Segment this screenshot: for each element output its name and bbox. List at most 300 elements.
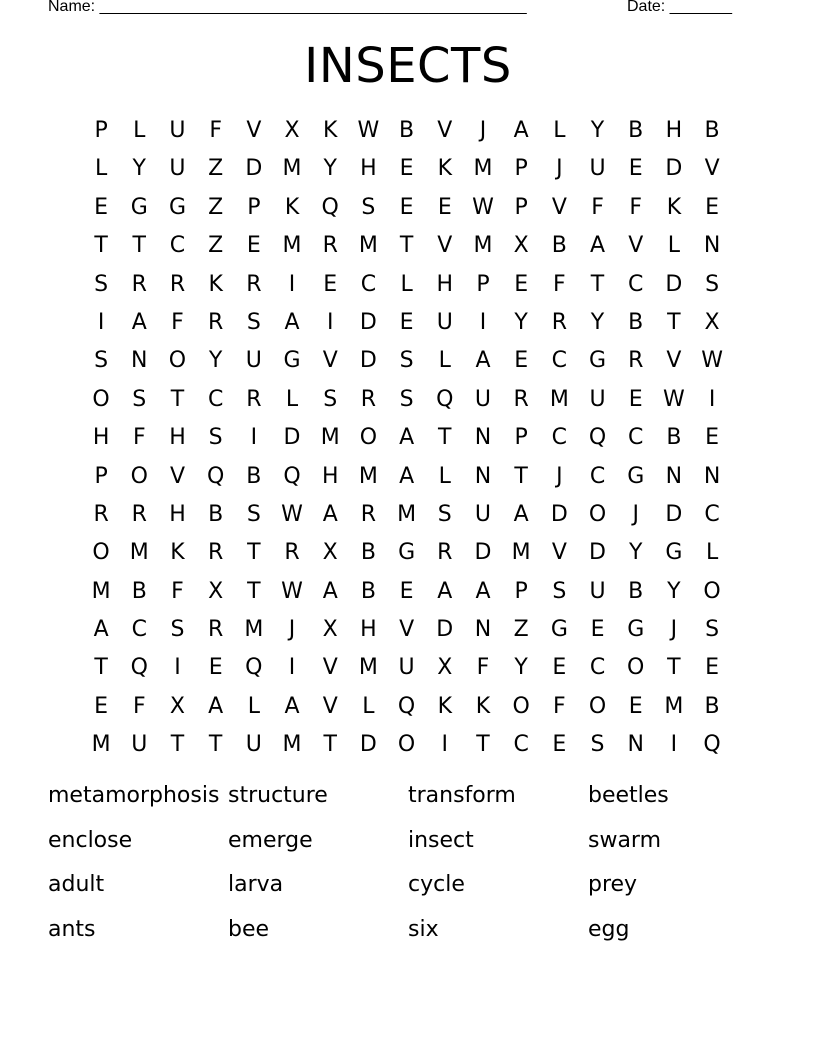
grid-letter[interactable]: D	[359, 732, 377, 758]
grid-letter[interactable]: E	[705, 425, 720, 451]
grid-letter[interactable]: C	[628, 425, 644, 451]
grid-letter[interactable]: U	[169, 156, 186, 182]
grid-letter[interactable]: D	[436, 617, 454, 643]
grid-letter[interactable]: R	[360, 386, 377, 412]
grid-letter[interactable]: H	[360, 617, 377, 643]
grid-letter[interactable]: X	[322, 540, 338, 566]
grid-letter[interactable]: I	[97, 309, 105, 335]
grid-letter[interactable]: C	[131, 617, 147, 643]
grid-letter[interactable]: E	[94, 693, 109, 719]
grid-letter[interactable]: Y	[132, 156, 146, 182]
grid-letter[interactable]: N	[474, 617, 492, 643]
grid-letter[interactable]: F	[132, 425, 146, 451]
grid-letter[interactable]: O	[130, 463, 148, 489]
grid-letter[interactable]: Q	[283, 463, 301, 489]
grid-letter[interactable]: A	[399, 463, 415, 489]
grid-letter[interactable]: A	[131, 309, 147, 335]
grid-letter[interactable]: V	[666, 348, 682, 374]
grid-letter[interactable]: A	[322, 501, 338, 527]
grid-letter[interactable]: I	[708, 386, 716, 412]
grid-letter[interactable]: Q	[245, 655, 263, 681]
grid-letter[interactable]: H	[92, 425, 110, 451]
grid-letter[interactable]: F	[476, 655, 490, 681]
grid-letter[interactable]: D	[665, 501, 683, 527]
grid-letter[interactable]: R	[551, 309, 567, 335]
grid-letter[interactable]: O	[397, 732, 416, 758]
grid-letter[interactable]: M	[473, 233, 493, 259]
grid-letter[interactable]: C	[589, 463, 606, 489]
grid-letter[interactable]: M	[511, 540, 531, 566]
grid-letter[interactable]: E	[246, 233, 261, 259]
grid-letter[interactable]: N	[703, 463, 721, 489]
grid-letter[interactable]: B	[551, 233, 567, 259]
grid-letter[interactable]: S	[552, 578, 567, 604]
grid-letter[interactable]: M	[282, 732, 302, 758]
grid-letter[interactable]: B	[399, 118, 415, 143]
grid-letter[interactable]: Y	[514, 309, 528, 335]
grid-letter[interactable]: I	[670, 732, 678, 758]
grid-row	[82, 496, 731, 534]
grid-letter[interactable]: W	[472, 194, 494, 220]
grid-letter[interactable]: L	[285, 386, 299, 412]
grid-letter[interactable]: H	[169, 501, 186, 527]
grid-letter[interactable]: T	[514, 463, 528, 489]
grid-letter[interactable]: C	[551, 425, 568, 451]
grid-letter[interactable]: K	[208, 271, 223, 297]
grid-letter[interactable]: E	[323, 271, 338, 297]
grid-letter[interactable]: O	[703, 578, 721, 604]
grid-letter[interactable]: P	[514, 425, 528, 451]
grid-letter[interactable]: O	[512, 693, 530, 719]
grid-letter[interactable]: B	[628, 118, 644, 143]
grid-letter[interactable]: D	[359, 309, 377, 335]
grid-letter[interactable]: T	[590, 271, 605, 297]
grid-letter[interactable]: Q	[206, 463, 225, 489]
grid-letter[interactable]: B	[360, 578, 376, 604]
grid-letter[interactable]: M	[91, 578, 111, 604]
grid-letter[interactable]: K	[284, 194, 300, 220]
grid-letter[interactable]: M	[549, 386, 569, 412]
grid-letter[interactable]: F	[171, 578, 184, 604]
grid-letter[interactable]: R	[208, 309, 224, 335]
grid-letter[interactable]: T	[247, 540, 261, 566]
grid-letter[interactable]: E	[705, 655, 720, 681]
grid-letter[interactable]: A	[284, 309, 300, 335]
grid-letter[interactable]: O	[92, 540, 110, 566]
grid-letter[interactable]: A	[284, 693, 300, 719]
grid-letter[interactable]: T	[208, 732, 223, 758]
grid-letter[interactable]: X	[704, 309, 720, 335]
grid-letter[interactable]: L	[667, 233, 681, 259]
grid-letter[interactable]: A	[475, 578, 491, 604]
grid-letter[interactable]: D	[359, 348, 377, 374]
grid-letter[interactable]: E	[399, 578, 414, 604]
grid-letter[interactable]: Y	[590, 118, 605, 143]
grid-letter[interactable]: S	[323, 386, 338, 412]
grid-letter[interactable]: R	[246, 386, 262, 412]
grid-letter[interactable]: W	[701, 348, 723, 374]
grid-letter[interactable]: X	[208, 578, 224, 604]
grid-letter[interactable]: T	[323, 732, 337, 758]
grid-letter[interactable]: P	[514, 156, 528, 182]
grid-row	[82, 304, 731, 342]
grid-letter[interactable]: I	[479, 309, 487, 335]
grid-letter[interactable]: E	[399, 156, 414, 182]
grid-letter[interactable]: S	[208, 425, 223, 451]
word-list-item: metamorphosis	[48, 783, 220, 808]
grid-letter[interactable]: F	[171, 309, 184, 335]
grid-letter[interactable]: U	[474, 501, 492, 527]
grid-letter[interactable]: E	[208, 655, 223, 681]
grid-letter[interactable]: B	[208, 501, 224, 527]
grid-letter[interactable]: C	[360, 271, 377, 297]
grid-letter[interactable]: F	[553, 693, 566, 719]
grid-letter[interactable]: V	[322, 655, 338, 681]
grid-letter[interactable]: J	[556, 463, 563, 489]
grid-letter[interactable]: W	[281, 501, 303, 527]
grid-letter[interactable]: D	[245, 156, 263, 182]
grid-letter[interactable]: I	[288, 271, 296, 297]
word-list	[48, 778, 768, 956]
grid-letter[interactable]: A	[513, 501, 529, 527]
grid-letter[interactable]: K	[475, 693, 491, 719]
grid-letter[interactable]: W	[281, 578, 303, 604]
grid-letter[interactable]: K	[170, 540, 185, 566]
grid-letter[interactable]: B	[704, 118, 720, 143]
grid-letter[interactable]: V	[322, 693, 338, 719]
grid-letter[interactable]: A	[513, 118, 529, 143]
grid-letter[interactable]: Q	[588, 425, 607, 451]
grid-letter[interactable]: H	[436, 271, 454, 297]
grid-letter[interactable]: P	[514, 194, 528, 220]
grid-letter[interactable]: R	[322, 233, 338, 259]
grid-letter[interactable]: R	[208, 540, 224, 566]
grid-letter[interactable]: Y	[514, 655, 528, 681]
grid-letter[interactable]: I	[288, 655, 296, 681]
grid-letter[interactable]: R	[93, 501, 109, 527]
grid-letter[interactable]: N	[627, 732, 644, 758]
word-list-item: prey	[588, 872, 638, 897]
grid-letter[interactable]: V	[628, 233, 644, 259]
grid-letter[interactable]: L	[362, 693, 375, 719]
grid-letter[interactable]: C	[169, 233, 186, 259]
grid-letter[interactable]: U	[436, 309, 453, 335]
grid-letter[interactable]: M	[244, 617, 264, 643]
grid-letter[interactable]: Y	[628, 540, 643, 566]
grid-letter[interactable]: Z	[513, 617, 529, 643]
grid-letter[interactable]: V	[551, 194, 567, 220]
grid-letter[interactable]: U	[169, 118, 186, 143]
grid-letter[interactable]: L	[705, 540, 719, 566]
grid-letter[interactable]: R	[131, 501, 147, 527]
grid-letter[interactable]: Q	[436, 386, 454, 412]
grid-letter[interactable]: E	[590, 617, 605, 643]
grid-letter[interactable]: S	[437, 501, 452, 527]
grid-letter[interactable]: E	[399, 194, 414, 220]
grid-letter[interactable]: G	[627, 463, 645, 489]
grid-letter[interactable]: L	[94, 156, 108, 182]
grid-letter[interactable]: R	[437, 540, 453, 566]
word-list-item: enclose	[48, 827, 133, 853]
grid-letter[interactable]: R	[246, 271, 262, 297]
grid-letter[interactable]: N	[131, 348, 148, 374]
grid-letter[interactable]: G	[627, 617, 645, 643]
grid-letter[interactable]: X	[437, 655, 453, 681]
grid-letter[interactable]: V	[551, 540, 567, 566]
grid-letter[interactable]: T	[170, 386, 185, 412]
grid-letter[interactable]: N	[474, 463, 492, 489]
grid-letter[interactable]: E	[552, 655, 567, 681]
grid-letter[interactable]: X	[284, 118, 300, 143]
word-list-item: ants	[48, 916, 96, 942]
grid-letter[interactable]: I	[326, 309, 334, 335]
grid-letter[interactable]: F	[629, 194, 643, 220]
grid-letter[interactable]: E	[399, 309, 414, 335]
grid-letter[interactable]: E	[514, 271, 529, 297]
grid-letter[interactable]: M	[473, 156, 493, 182]
grid-letter[interactable]: T	[247, 578, 261, 604]
grid-letter[interactable]: M	[282, 233, 302, 259]
grid-letter[interactable]: J	[288, 617, 296, 643]
grid-letter[interactable]: V	[704, 156, 720, 182]
grid-letter[interactable]: H	[665, 118, 683, 143]
grid-letter[interactable]: Q	[321, 194, 339, 220]
grid-row	[82, 649, 731, 687]
grid-letter[interactable]: X	[513, 233, 529, 259]
grid-letter[interactable]: Q	[130, 655, 148, 681]
grid-letter[interactable]: B	[628, 309, 644, 335]
grid-letter[interactable]: R	[131, 271, 147, 297]
grid-letter[interactable]: G	[398, 540, 416, 566]
grid-letter[interactable]: C	[589, 655, 606, 681]
grid-letter[interactable]: E	[552, 732, 567, 758]
grid-letter[interactable]: M	[358, 463, 378, 489]
grid-letter[interactable]: T	[170, 732, 185, 758]
grid-letter[interactable]: G	[589, 348, 607, 374]
grid-letter[interactable]: A	[322, 578, 338, 604]
grid-letter[interactable]: S	[94, 271, 109, 297]
grid-letter[interactable]: U	[474, 386, 492, 412]
grid-letter[interactable]: D	[665, 271, 683, 297]
grid-letter[interactable]: T	[399, 233, 414, 259]
grid-letter[interactable]: M	[358, 655, 378, 681]
grid-letter[interactable]: A	[93, 617, 109, 643]
grid-letter[interactable]: O	[588, 501, 607, 527]
grid-letter[interactable]: M	[358, 233, 378, 259]
grid-letter[interactable]: S	[170, 617, 185, 643]
grid-letter[interactable]: U	[589, 156, 606, 182]
grid-letter[interactable]: K	[666, 194, 682, 220]
grid-letter[interactable]: U	[398, 655, 415, 681]
grid-letter[interactable]: O	[627, 655, 645, 681]
grid-letter[interactable]: H	[360, 156, 377, 182]
grid-letter[interactable]: Y	[208, 348, 223, 374]
grid-letter[interactable]: V	[322, 348, 338, 374]
grid-letter[interactable]: B	[246, 463, 262, 489]
grid-letter[interactable]: U	[589, 386, 606, 412]
grid-letter[interactable]: K	[323, 118, 338, 143]
grid-letter[interactable]: W	[663, 386, 685, 412]
grid-letter[interactable]: M	[397, 501, 417, 527]
grid-letter[interactable]: L	[400, 271, 413, 297]
grid-letter[interactable]: O	[168, 348, 187, 374]
grid-letter[interactable]: G	[130, 194, 148, 220]
grid-letter[interactable]: D	[589, 540, 606, 566]
grid-letter[interactable]: J	[479, 118, 487, 143]
grid-letter[interactable]: J	[632, 501, 639, 527]
grid-letter[interactable]: H	[321, 463, 339, 489]
grid-letter[interactable]: O	[359, 425, 378, 451]
grid-letter[interactable]: E	[628, 693, 643, 719]
grid-letter[interactable]: L	[438, 348, 451, 374]
grid-letter[interactable]: S	[361, 194, 376, 220]
grid-letter[interactable]: G	[665, 540, 683, 566]
grid-letter[interactable]: N	[703, 233, 721, 259]
grid-letter[interactable]: I	[441, 732, 449, 758]
grid-letter[interactable]: F	[553, 271, 566, 297]
grid-letter[interactable]: V	[437, 233, 453, 259]
grid-letter[interactable]: V	[246, 118, 262, 143]
grid-letter[interactable]: S	[246, 309, 261, 335]
grid-letter[interactable]: E	[705, 194, 720, 220]
grid-letter[interactable]: X	[322, 617, 338, 643]
grid-letter[interactable]: R	[513, 386, 529, 412]
grid-letter[interactable]: A	[475, 348, 491, 374]
grid-letter[interactable]: S	[590, 732, 605, 758]
grid-letter[interactable]: U	[245, 732, 262, 758]
grid-letter[interactable]: W	[357, 118, 380, 143]
word-list-item: adult	[48, 872, 105, 897]
grid-letter[interactable]: S	[399, 386, 414, 412]
grid-letter[interactable]: A	[590, 233, 606, 259]
grid-letter[interactable]: T	[94, 655, 108, 681]
grid-letter[interactable]: A	[208, 693, 224, 719]
grid-letter[interactable]: V	[437, 118, 453, 143]
grid-letter[interactable]: Z	[208, 233, 224, 259]
grid-letter[interactable]: R	[628, 348, 644, 374]
grid-letter[interactable]: S	[94, 348, 109, 374]
grid-letter[interactable]: F	[591, 194, 604, 220]
grid-letter[interactable]: F	[209, 118, 222, 143]
grid-letter[interactable]: T	[476, 732, 490, 758]
grid-letter[interactable]: Z	[208, 194, 224, 220]
grid-letter[interactable]: F	[132, 693, 146, 719]
grid-letter[interactable]: S	[705, 617, 720, 643]
grid-letter[interactable]: P	[94, 463, 108, 489]
grid-letter[interactable]: E	[628, 156, 643, 182]
grid-letter[interactable]: D	[283, 425, 301, 451]
grid-letter[interactable]: C	[704, 501, 720, 527]
grid-letter[interactable]: E	[628, 386, 643, 412]
grid-letter[interactable]: B	[704, 693, 720, 719]
grid-letter[interactable]: S	[399, 348, 414, 374]
grid-letter[interactable]: L	[553, 118, 566, 143]
grid-letter[interactable]: U	[131, 732, 148, 758]
grid-letter[interactable]: E	[437, 194, 452, 220]
grid-letter[interactable]: I	[250, 425, 258, 451]
grid-letter[interactable]: X	[169, 693, 185, 719]
grid-letter[interactable]: B	[666, 425, 682, 451]
grid-letter[interactable]: U	[589, 578, 606, 604]
grid-letter[interactable]: P	[247, 194, 261, 220]
grid-letter[interactable]: C	[513, 732, 529, 758]
grid-letter[interactable]: P	[476, 271, 490, 297]
grid-letter[interactable]: A	[399, 425, 415, 451]
grid-letter[interactable]: D	[474, 540, 492, 566]
grid-letter[interactable]: I	[174, 655, 181, 681]
grid-letter[interactable]: L	[438, 463, 451, 489]
grid-letter[interactable]: H	[169, 425, 186, 451]
grid-letter[interactable]: B	[131, 578, 147, 604]
grid-letter[interactable]: N	[474, 425, 492, 451]
grid-letter[interactable]: G	[283, 348, 301, 374]
grid-letter[interactable]: G	[550, 617, 568, 643]
grid-letter[interactable]: K	[437, 693, 452, 719]
grid-letter[interactable]: A	[437, 578, 453, 604]
grid-letter[interactable]: U	[245, 348, 262, 374]
grid-letter[interactable]: V	[169, 463, 185, 489]
grid-letter[interactable]: C	[207, 386, 224, 412]
grid-letter[interactable]: N	[665, 463, 683, 489]
grid-letter[interactable]: S	[705, 271, 720, 297]
grid-letter[interactable]: T	[667, 309, 681, 335]
grid-letter[interactable]: B	[360, 540, 376, 566]
grid-letter[interactable]: J	[670, 617, 678, 643]
grid-letter[interactable]: M	[91, 732, 111, 758]
grid-letter[interactable]: R	[360, 501, 377, 527]
grid-letter[interactable]: E	[94, 194, 109, 220]
word-list-item: beetles	[588, 783, 669, 808]
grid-letter[interactable]: E	[514, 348, 529, 374]
grid-letter[interactable]: M	[129, 540, 149, 566]
grid-letter[interactable]: V	[399, 617, 415, 643]
grid-letter[interactable]: J	[556, 156, 563, 182]
grid-letter[interactable]: Q	[703, 732, 721, 758]
grid-letter[interactable]: S	[132, 386, 147, 412]
grid-letter[interactable]: M	[282, 156, 302, 182]
grid-letter[interactable]: M	[664, 693, 684, 719]
grid-letter[interactable]: Z	[208, 156, 224, 182]
grid-letter[interactable]: B	[628, 578, 644, 604]
grid-letter[interactable]: R	[284, 540, 300, 566]
grid-row	[82, 573, 731, 611]
grid-letter[interactable]: O	[588, 693, 607, 719]
grid-letter[interactable]: C	[551, 348, 568, 374]
grid-letter[interactable]: C	[628, 271, 644, 297]
grid-letter[interactable]: Y	[667, 578, 681, 604]
grid-letter[interactable]: Y	[590, 309, 605, 335]
grid-letter[interactable]: T	[667, 655, 681, 681]
grid-letter[interactable]: R	[208, 617, 224, 643]
grid-letter[interactable]: T	[94, 233, 108, 259]
grid-letter[interactable]: M	[320, 425, 340, 451]
grid-letter[interactable]: D	[550, 501, 568, 527]
grid-letter[interactable]: O	[92, 386, 110, 412]
grid-letter[interactable]: Y	[323, 156, 337, 182]
grid-letter[interactable]: Q	[397, 693, 416, 719]
grid-letter[interactable]: D	[665, 156, 683, 182]
grid-letter[interactable]: T	[132, 233, 146, 259]
grid-letter[interactable]: L	[133, 118, 146, 143]
grid-letter[interactable]: G	[168, 194, 186, 220]
grid-letter[interactable]: T	[438, 425, 452, 451]
grid-letter[interactable]: P	[94, 118, 108, 143]
grid-letter[interactable]: L	[247, 693, 260, 719]
grid-letter[interactable]: K	[437, 156, 452, 182]
grid-letter[interactable]: P	[514, 578, 528, 604]
grid-letter[interactable]: S	[246, 501, 261, 527]
grid-letter[interactable]: R	[169, 271, 186, 297]
